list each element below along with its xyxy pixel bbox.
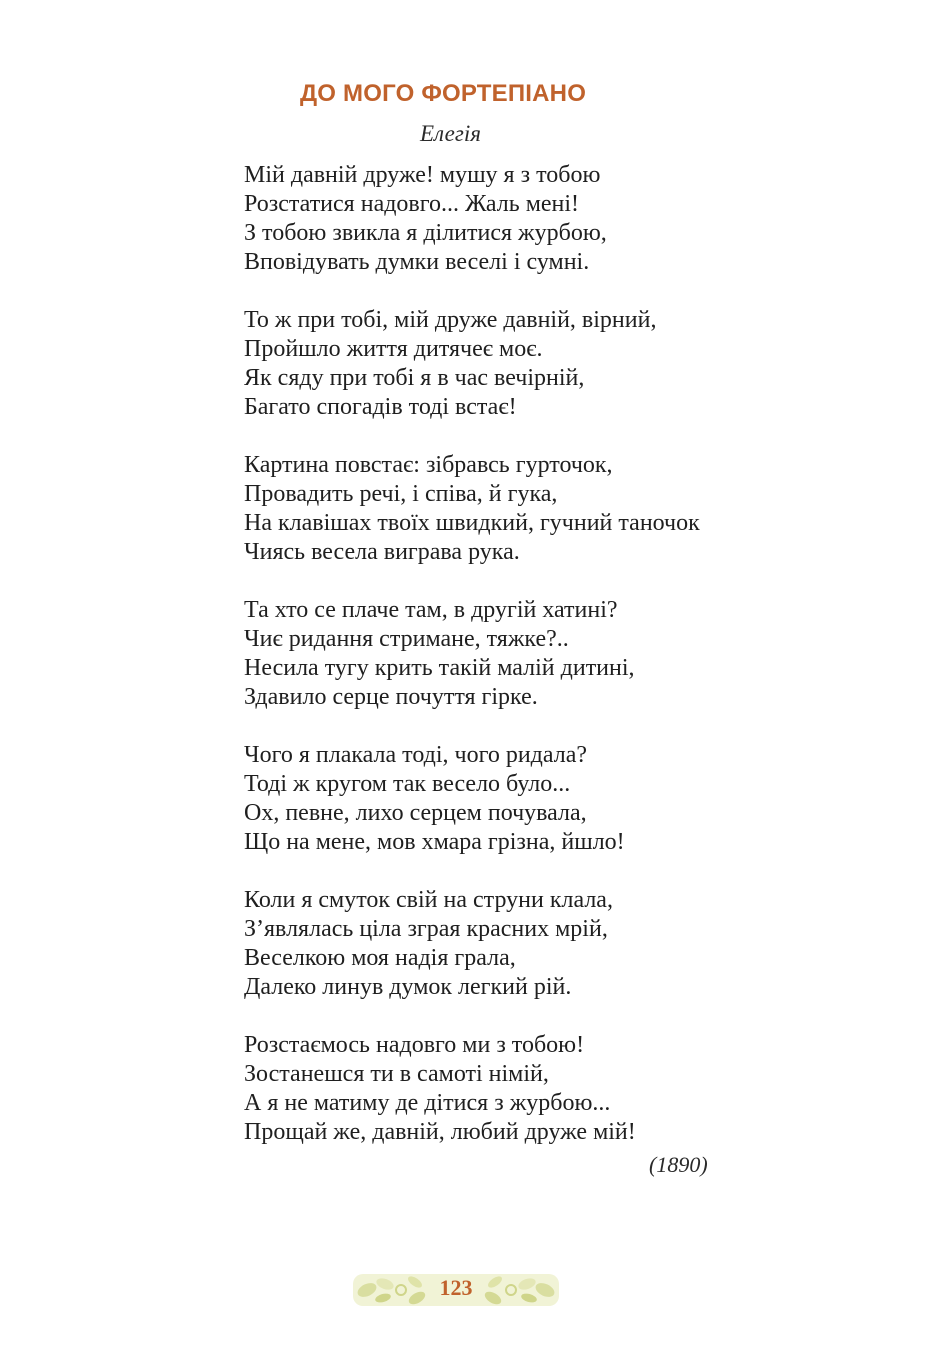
poem-line: З тобою звикла я ділитися журбою, — [244, 220, 607, 246]
poem-line: Як сяду при тобі я в час вечірній, — [244, 365, 585, 391]
poem-line: Розстатися надовго... Жаль мені! — [244, 191, 580, 217]
poem-line: Здавило серце почуття гірке. — [244, 684, 538, 710]
stanza-2 — [244, 306, 804, 422]
poem-line: Прощай же, давній, любий друже мій! — [244, 1119, 636, 1145]
poem-title: ДО МОГО ФОРТЕПІАНО — [300, 80, 587, 107]
stanza-5 — [244, 741, 804, 857]
poem-line: Коли я смуток свій на струни клала, — [244, 887, 613, 913]
poem-line: Картина повстає: зібравсь гурточок, — [244, 452, 613, 478]
poem-line: Чиє ридання стримане, тяжке?.. — [244, 626, 569, 652]
poem-line: На клавішах твоїх швидкий, гучний таночок — [244, 510, 700, 536]
poem-line: Тоді ж кругом так весело було... — [244, 771, 571, 797]
poem-line: Чиясь весела виграва рука. — [244, 539, 520, 565]
poem-date: (1890) — [649, 1152, 708, 1177]
poem-line: Ох, певне, лихо серцем почувала, — [244, 800, 587, 826]
poem-line: Мій давній друже! мушу я з тобою — [244, 162, 601, 188]
poem-line: А я не матиму де дітися з журбою... — [244, 1090, 611, 1116]
poem-line: Провадить речі, і співа, й гука, — [244, 481, 558, 507]
stanza-3 — [244, 451, 804, 567]
poem-line: Зостанешся ти в самоті німій, — [244, 1061, 549, 1087]
poem-line: Пройшло життя дитячеє моє. — [244, 336, 543, 362]
poem-line: Вповідувать думки веселі і сумні. — [244, 249, 590, 275]
page-number: 123 — [439, 1275, 473, 1300]
poem-line: То ж при тобі, мій друже давній, вірний, — [244, 307, 657, 333]
poem-line: З’являлась ціла зграя красних мрій, — [244, 916, 608, 942]
poem-line: Веселкою моя надія грала, — [244, 945, 516, 971]
poem-line: Несила тугу крить такій малій дитині, — [244, 655, 635, 681]
poem-line: Багато спогадів тоді встає! — [244, 394, 517, 420]
stanza-7 — [244, 1031, 804, 1147]
poem-line: Чого я плакала тоді, чого ридала? — [244, 742, 588, 768]
poem-line: Та хто се плаче там, в другій хатині? — [244, 597, 618, 623]
stanza-4 — [244, 596, 804, 712]
poem-line: Далеко линув думок легкий рій. — [244, 974, 572, 1000]
poem-line: Що на мене, мов хмара грізна, йшло! — [244, 829, 625, 855]
stanza-1 — [244, 161, 804, 277]
poem-line: Розстаємось надовго ми з тобою! — [244, 1032, 585, 1058]
poem-subtitle: Елегія — [420, 121, 481, 146]
poem-body — [244, 161, 804, 1176]
stanza-6 — [244, 886, 804, 1002]
